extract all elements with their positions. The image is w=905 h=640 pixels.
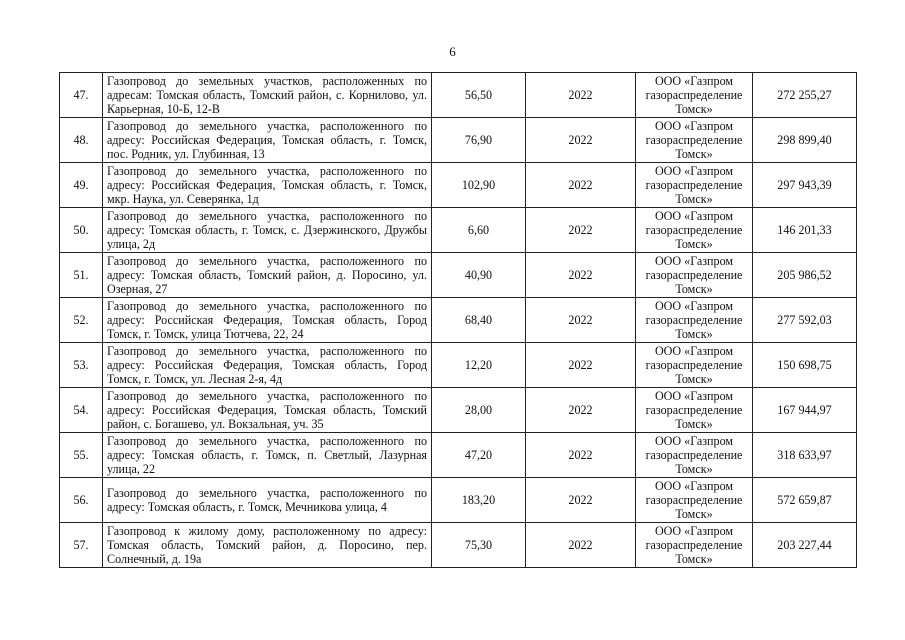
organization-line: Томск» [675, 192, 713, 207]
row-number-cell: 48. [60, 118, 103, 163]
organization-cell [636, 163, 753, 208]
organization-cell [636, 73, 753, 118]
length-cell: 183,20 [432, 478, 526, 523]
organization-line: газораспределение [645, 87, 743, 102]
table-row [60, 118, 857, 163]
length-cell: 76,90 [432, 118, 526, 163]
length-cell: 47,20 [432, 433, 526, 478]
cost-cell: 298 899,40 [753, 118, 857, 163]
organization-line: газораспределение [645, 537, 743, 552]
organization-line: газораспределение [645, 312, 743, 327]
organization-line: газораспределение [645, 267, 743, 282]
organization-line: газораспределение [645, 447, 743, 462]
organization-cell [636, 388, 753, 433]
organization-line: газораспределение [645, 402, 743, 417]
year-cell: 2022 [526, 118, 636, 163]
cost-cell: 572 659,87 [753, 478, 857, 523]
year-cell: 2022 [526, 343, 636, 388]
organization-cell [636, 208, 753, 253]
organization-line: ООО «Газпром [654, 433, 734, 448]
organization-line: ООО «Газпром [654, 298, 734, 313]
organization-line: Томск» [675, 237, 713, 252]
organization-line: ООО «Газпром [654, 478, 734, 493]
length-cell: 68,40 [432, 298, 526, 343]
organization-cell [636, 118, 753, 163]
row-number-cell: 57. [60, 523, 103, 568]
length-cell: 6,60 [432, 208, 526, 253]
organization-line: ООО «Газпром [654, 343, 734, 358]
organization-line: газораспределение [645, 177, 743, 192]
organization-cell [636, 298, 753, 343]
organization-line: Томск» [675, 102, 713, 117]
organization-line: ООО «Газпром [654, 118, 734, 133]
cost-cell: 277 592,03 [753, 298, 857, 343]
organization-line: Томск» [675, 507, 713, 522]
organization-cell [636, 253, 753, 298]
organization-line: ООО «Газпром [654, 253, 734, 268]
organization-line: Томск» [675, 327, 713, 342]
row-number-cell: 56. [60, 478, 103, 523]
organization-cell [636, 343, 753, 388]
table-row [60, 208, 857, 253]
description-cell: Газопровод до земельного участка, расположенного по адресу: Российская Федерация, Томская область, г. Томск, пос. Родник, ул. Глубинная, 13 [103, 118, 432, 163]
cost-cell: 150 698,75 [753, 343, 857, 388]
table-row [60, 73, 857, 118]
description-cell: Газопровод до земельного участка, расположенного по адресу: Российская Федерация, Томская область, Томский район, с. Богашево, ул. Вокзальная, уч. 35 [103, 388, 432, 433]
page-number: 6 [449, 44, 456, 59]
organization-line: газораспределение [645, 132, 743, 147]
organization-line: Томск» [675, 552, 713, 567]
organization-line: газораспределение [645, 222, 743, 237]
organization-line: газораспределение [645, 357, 743, 372]
organization-line: ООО «Газпром [654, 73, 734, 88]
cost-cell: 167 944,97 [753, 388, 857, 433]
description-cell: Газопровод до земельного участка, расположенного по адресу: Российская Федерация, Томская область, г. Томск, мкр. Наука, ул. Северянка, 1д [103, 163, 432, 208]
table-row [60, 478, 857, 523]
table-row [60, 163, 857, 208]
cost-cell: 297 943,39 [753, 163, 857, 208]
row-number-cell: 49. [60, 163, 103, 208]
organization-cell [636, 523, 753, 568]
table-row [60, 253, 857, 298]
organization-line: ООО «Газпром [654, 208, 734, 223]
length-cell: 28,00 [432, 388, 526, 433]
cost-cell: 203 227,44 [753, 523, 857, 568]
row-number-cell: 50. [60, 208, 103, 253]
description-cell: Газопровод до земельного участка, расположенного по адресу: Томская область, Томский район, д. Поросино, ул. Озерная, 27 [103, 253, 432, 298]
organization-line: Томск» [675, 372, 713, 387]
row-number-cell: 53. [60, 343, 103, 388]
organization-line: газораспределение [645, 492, 743, 507]
length-cell: 40,90 [432, 253, 526, 298]
description-cell: Газопровод к жилому дому, расположенному по адресу: Томская область, Томский район, д. Поросино, пер. Солнечный, д. 19а [103, 523, 432, 568]
length-cell: 56,50 [432, 73, 526, 118]
description-cell: Газопровод до земельного участка, расположенного по адресу: Российская Федерация, Томская область, Город Томск, г. Томск, улица Тютчева, 22, 24 [103, 298, 432, 343]
organization-line: Томск» [675, 417, 713, 432]
length-cell: 75,30 [432, 523, 526, 568]
year-cell: 2022 [526, 73, 636, 118]
table-row [60, 523, 857, 568]
table-row [60, 433, 857, 478]
description-cell: Газопровод до земельного участка, расположенного по адресу: Томская область, г. Томск, Мечникова улица, 4 [103, 478, 432, 523]
organization-line: Томск» [675, 282, 713, 297]
table-row [60, 343, 857, 388]
length-cell: 12,20 [432, 343, 526, 388]
organization-line: Томск» [675, 147, 713, 162]
length-cell: 102,90 [432, 163, 526, 208]
year-cell: 2022 [526, 253, 636, 298]
table-body [60, 73, 857, 568]
description-cell: Газопровод до земельных участков, расположенных по адресам: Томская область, Томский район, с. Корнилово, ул. Карьерная, 10-Б, 12-В [103, 73, 432, 118]
organization-cell [636, 433, 753, 478]
cost-cell: 205 986,52 [753, 253, 857, 298]
description-cell: Газопровод до земельного участка, расположенного по адресу: Российская Федерация, Томская область, Город Томск, г. Томск, ул. Лесная 2-я, 4д [103, 343, 432, 388]
row-number-cell: 51. [60, 253, 103, 298]
year-cell: 2022 [526, 388, 636, 433]
cost-cell: 318 633,97 [753, 433, 857, 478]
row-number-cell: 52. [60, 298, 103, 343]
organization-line: ООО «Газпром [654, 523, 734, 538]
year-cell: 2022 [526, 478, 636, 523]
organization-cell [636, 478, 753, 523]
year-cell: 2022 [526, 433, 636, 478]
year-cell: 2022 [526, 523, 636, 568]
cost-cell: 146 201,33 [753, 208, 857, 253]
table-row [60, 388, 857, 433]
row-number-cell: 55. [60, 433, 103, 478]
year-cell: 2022 [526, 163, 636, 208]
organization-line: Томск» [675, 462, 713, 477]
year-cell: 2022 [526, 208, 636, 253]
year-cell: 2022 [526, 298, 636, 343]
row-number-cell: 54. [60, 388, 103, 433]
table-row [60, 298, 857, 343]
gas-pipeline-table [59, 72, 857, 568]
row-number-cell: 47. [60, 73, 103, 118]
description-cell: Газопровод до земельного участка, расположенного по адресу: Томская область, г. Томск, п. Светлый, Лазурная улица, 22 [103, 433, 432, 478]
cost-cell: 272 255,27 [753, 73, 857, 118]
description-cell: Газопровод до земельного участка, расположенного по адресу: Томская область, г. Томск, с. Дзержинского, Дружбы улица, 2д [103, 208, 432, 253]
organization-line: ООО «Газпром [654, 388, 734, 403]
organization-line: ООО «Газпром [654, 163, 734, 178]
